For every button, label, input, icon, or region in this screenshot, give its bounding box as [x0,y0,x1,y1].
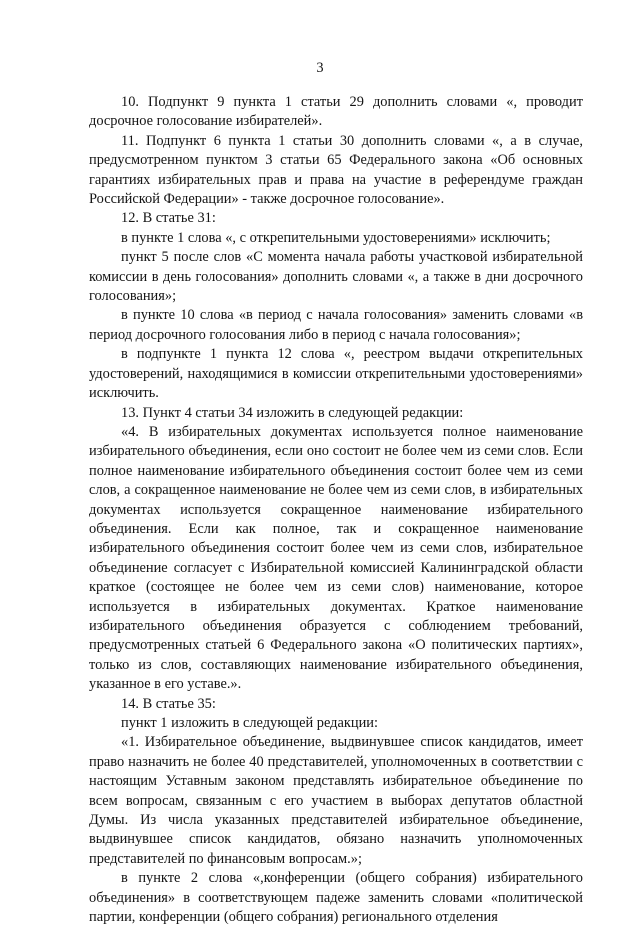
paragraph-item-12-point-1: в пункте 1 слова «, с открепительными удостоверениями» исключить; [121,229,551,246]
paragraph-item-12-point-10: в пункте 10 слова «в период с начала голосования» заменить словами «в период досрочного голосования либо в период с начала голосования»; [89,307,583,343]
paragraph-item-14-point-2: в пункте 2 слова «,конференции (общего собрания) избирательного объединения» в соответствующем падеже заменить словами «политической партии, конференции (общего собрания) регионального отделения [89,870,583,926]
paragraph-item-10: 10. Подпункт 9 пункта 1 статьи 29 дополнить словами «, проводит досрочное голосование избирателей». [89,94,583,130]
paragraph-item-11: 11. Подпункт 6 пункта 1 статьи 30 дополнить словами «, а в случае, предусмотренном пунктом 3 статьи 65 Федерального закона «Об основных гарантиях избирательных прав и права на участие в референдуме граждан Российской Федерации» - также досрочное голосование». [89,132,583,208]
paragraph-item-13-text: «4. В избирательных документах используется полное наименование избирательного объединения, если оно состоит не более чем из семи слов. Если полное наименование избирательного объединения состоит более чем из семи слов, а сокращенное наименование не более чем из семи слов, в избирательных документах используется сокращенное наименование избирательного объединения. Если как полное, так и сокращенное наименование избирательного объединения состоит более чем из семи слов, избирательное объединение согласует с Избирательной комиссией Калининградской области краткое (состоящее не более чем из семи слов) наименование, которое используется в избирательных документах. Краткое наименование избирательного объединения образуется с соблюдением требований, предусмотренных статьей 6 Федерального закона «О политических партиях», только из слов, составляющих наименование избирательного объединения, указанное в его уставе.». [89,423,583,693]
paragraph-item-12-heading: 12. В статье 31: [121,210,216,227]
paragraph-item-14-point-1-intro: пункт 1 изложить в следующей редакции: [121,715,378,731]
paragraph-item-12-point-5: пункт 5 после слов «С момента начала работы участковой избирательной комиссии в день голосования» дополнить словами «, а также в дни досрочного голосования»; [89,249,583,305]
paragraph-item-14-point-1-text: «1. Избирательное объединение, выдвинувшее список кандидатов, имеет право назначить не более 40 представителей, уполномоченных в соответствии с настоящим Уставным законом представлять избирательное объединение по всем вопросам, связанным с его участием в выборах депутатов областной Думы. Из числа указанных представителей избирательное объединение, выдвинувшее список кандидатов, обязано назначить уполномоченных представителей по финансовым вопросам.»; [89,734,583,867]
page-number: 3 [316,60,324,76]
paragraph-item-14-heading: 14. В статье 35: [121,695,216,712]
document-body [89,93,583,927]
paragraph-item-12-point-12: в подпункте 1 пункта 12 слова «, реестром выдачи открепительных удостоверений, находящимися в комиссии открепительными удостоверениями» исключить. [89,346,583,402]
paragraph-item-13-heading: 13. Пункт 4 статьи 34 изложить в следующей редакции: [121,404,464,421]
